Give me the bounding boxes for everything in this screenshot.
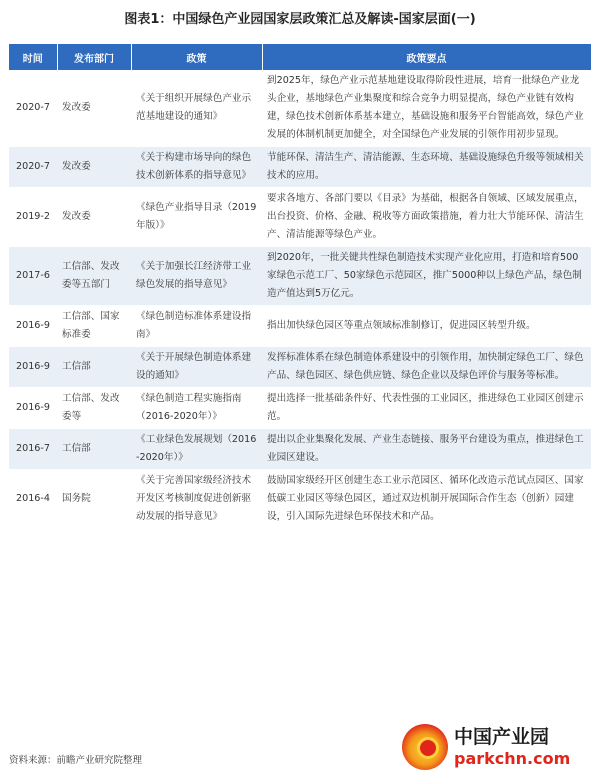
cell-points: 要求各地方、各部门要以《目录》为基础，根据各自领域、区域发展重点，出台投资、价格、金融、税收等方面政策措施，着力壮大节能环保、清洁生产、清洁能源等绿色产业。	[262, 188, 591, 247]
cell-time: 2017-6	[9, 247, 57, 306]
cell-policy: 《绿色制造工程实施指南（2016-2020年）》	[131, 388, 262, 429]
cell-policy: 《工业绿色发展规划（2016-2020年）》	[131, 429, 262, 470]
logo-title: 中国产业园	[454, 726, 550, 748]
policy-table	[9, 44, 592, 529]
cell-policy: 《关于完善国家级经济技术开发区考核制度促进创新驱动发展的指导意见》	[131, 470, 262, 529]
table-row	[9, 388, 591, 429]
cell-dept: 工信部	[57, 347, 131, 388]
cell-points: 提出选择一批基础条件好、代表性强的工业园区，推进绿色工业园区创建示范。	[262, 388, 591, 429]
table-row	[9, 429, 591, 470]
table-row	[9, 347, 591, 388]
table-row	[9, 306, 591, 347]
cell-points: 到2025年，绿色产业示范基地建设取得阶段性进展，培育一批绿色产业龙头企业，基地绿色产业集聚度和综合竞争力明显提高，绿色产业链有效构建，绿色技术创新体系基本建立，基础设施和服务平台智能高效，绿色产业发展的体制机制更加健全，对全国绿色产业发展的引领作用初步显现。	[262, 70, 591, 147]
logo-badge-icon	[402, 724, 448, 770]
table-row	[9, 247, 591, 306]
cell-points: 节能环保、清洁生产、清洁能源、生态环境、基础设施绿色升级等领域相关技术的应用。	[262, 147, 591, 188]
table-row	[9, 470, 591, 529]
cell-time: 2019-2	[9, 188, 57, 247]
cell-points: 到2020年，一批关键共性绿色制造技术实现产业化应用，打造和培育500家绿色示范工厂、50家绿色示范园区，推广5000种以上绿色产品，绿色制造产值达到5万亿元。	[262, 247, 591, 306]
table-header-row	[9, 44, 591, 70]
page-title: 图表1：中国绿色产业园国家层政策汇总及解读-国家层面(一)	[124, 12, 476, 27]
cell-policy: 《关于加强长江经济带工业绿色发展的指导意见》	[131, 247, 262, 306]
cell-dept: 工信部、发改委等五部门	[57, 247, 131, 306]
logo-url: parkchn.com	[454, 749, 571, 768]
cell-dept: 工信部、发改委等	[57, 388, 131, 429]
cell-time: 2016-7	[9, 429, 57, 470]
header-policy: 政策	[131, 44, 262, 70]
cell-points: 指出加快绿色园区等重点领域标准制修订，促进园区转型升级。	[262, 306, 591, 347]
cell-time: 2016-9	[9, 388, 57, 429]
header-time: 时间	[9, 44, 57, 70]
header-points: 政策要点	[262, 44, 591, 70]
cell-dept: 工信部	[57, 429, 131, 470]
cell-policy: 《关于构建市场导向的绿色技术创新体系的指导意见》	[131, 147, 262, 188]
cell-time: 2020-7	[9, 70, 57, 147]
table-row	[9, 188, 591, 247]
header-dept: 发布部门	[57, 44, 131, 70]
cell-dept: 发改委	[57, 70, 131, 147]
cell-dept: 发改委	[57, 147, 131, 188]
site-logo	[402, 722, 600, 775]
cell-points: 鼓励国家级经开区创建生态工业示范园区、循环化改造示范试点园区、国家低碳工业园区等绿色园区，通过双边机制开展国际合作生态（创新）园建设，引入国际先进绿色环保技术和产品。	[262, 470, 591, 529]
cell-dept: 工信部、国家标准委	[57, 306, 131, 347]
cell-points: 提出以企业集聚化发展、产业生态链接、服务平台建设为重点，推进绿色工业园区建设。	[262, 429, 591, 470]
cell-policy: 《关于开展绿色制造体系建设的通知》	[131, 347, 262, 388]
cell-policy: 《绿色制造标准体系建设指南》	[131, 306, 262, 347]
cell-points: 发挥标准体系在绿色制造体系建设中的引领作用，加快制定绿色工厂、绿色产品、绿色园区、绿色供应链、绿色企业以及绿色评价与服务等标准。	[262, 347, 591, 388]
cell-policy: 《绿色产业指导目录（2019年版）》	[131, 188, 262, 247]
cell-dept: 发改委	[57, 188, 131, 247]
table-row	[9, 147, 591, 188]
table-row	[9, 70, 591, 147]
cell-time: 2016-9	[9, 306, 57, 347]
cell-time: 2020-7	[9, 147, 57, 188]
cell-time: 2016-9	[9, 347, 57, 388]
cell-policy: 《关于组织开展绿色产业示范基地建设的通知》	[131, 70, 262, 147]
source-note: 资料来源：前瞻产业研究院整理	[9, 755, 143, 766]
cell-time: 2016-4	[9, 470, 57, 529]
cell-dept: 国务院	[57, 470, 131, 529]
